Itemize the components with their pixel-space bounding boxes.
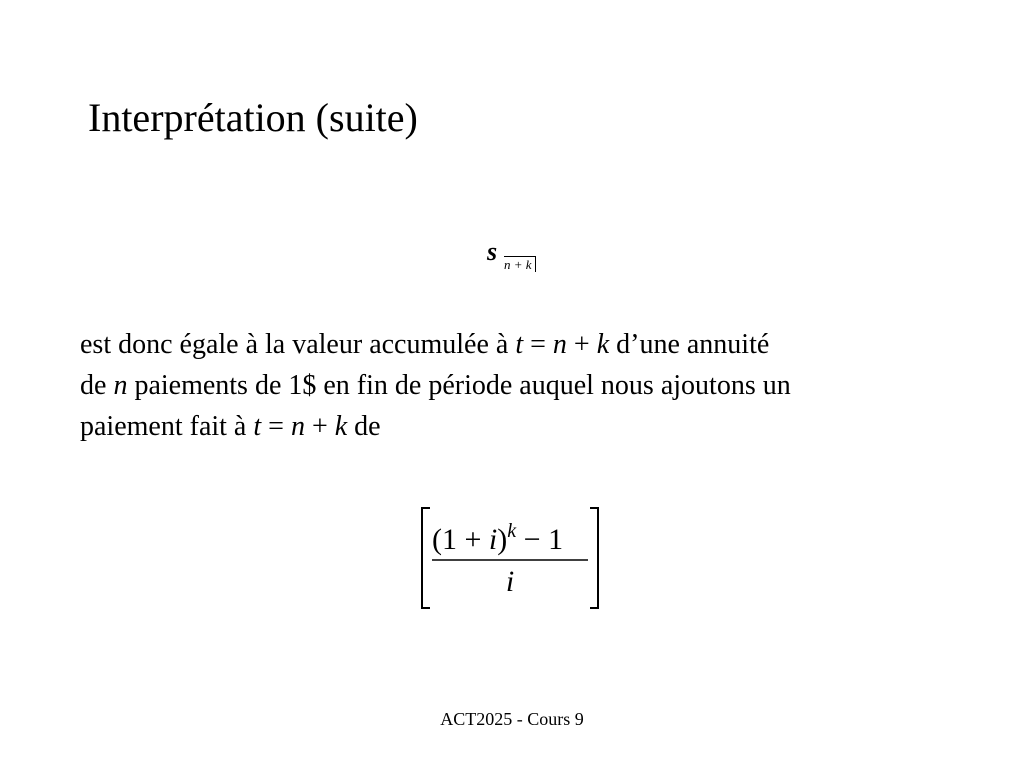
body-paragraph xyxy=(80,324,960,447)
body-line-1: est donc égale à la valeur accumulée à t = n + k d’une annuité xyxy=(80,329,770,360)
body-line-2: de n paiements de 1$ en fin de période auquel nous ajoutons un xyxy=(80,370,791,401)
s-symbol: s xyxy=(487,237,498,266)
numerator: $(1 + i)^k - 1$ xyxy=(432,520,564,556)
slide-title: Interprétation (suite) xyxy=(88,95,418,140)
accumulated-value-symbol xyxy=(487,238,557,278)
left-bracket xyxy=(422,508,430,608)
slide-footer: ACT2025 - Cours 9 xyxy=(440,709,584,729)
right-bracket xyxy=(590,508,598,608)
body-line-3: paiement fait à t = n + k de xyxy=(80,411,381,442)
angle-subscript: n + k xyxy=(504,256,536,272)
bracket-formula xyxy=(418,505,604,611)
denominator: i xyxy=(505,565,515,598)
